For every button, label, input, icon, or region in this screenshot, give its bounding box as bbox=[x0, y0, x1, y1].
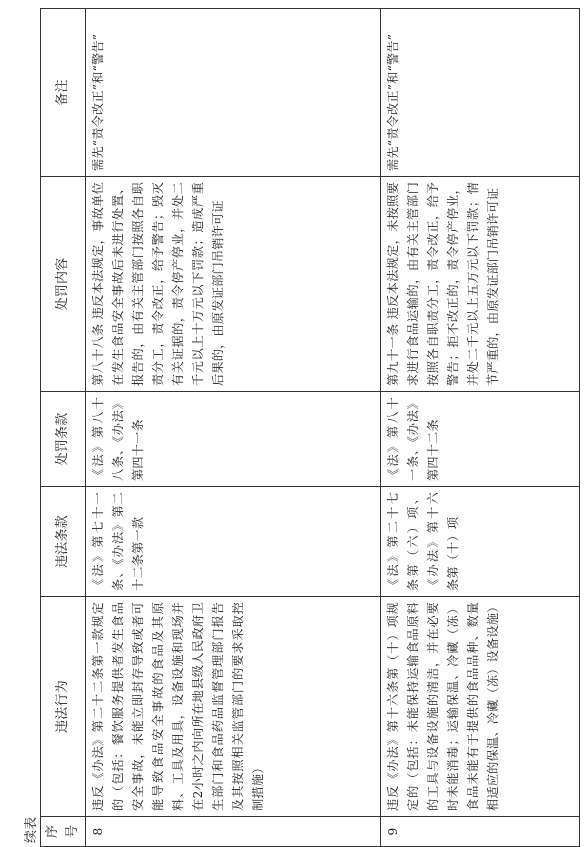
header-law: 违法条款 bbox=[41, 487, 86, 597]
header-note: 备注 bbox=[41, 9, 86, 177]
cell-law: 《法》第二十七条第（六）项、《办法》第十六条第（十）项 bbox=[380, 487, 579, 597]
cell-note: 需先“责令改正”和“警告” bbox=[380, 9, 579, 177]
table-row bbox=[380, 9, 579, 847]
continued-caption: 续表 bbox=[24, 816, 39, 843]
cell-act: 违反《办法》第二十二条第一款规定的（包括：餐饮服务提供者发生食品安全事故，未能立即封存导致或者可能导致食品安全事故的食品及其原料、工具及用具，设备设施和现场并在2小时之内向所在地县级人民政府卫生部门和食品药品监督管理部门报告及其按照相关监管部门的要求采取控制措施） bbox=[86, 597, 381, 817]
cell-penalty: 《法》第八十八条、《办法》第四十一条 bbox=[86, 392, 381, 487]
cell-seq: 8 bbox=[86, 817, 381, 847]
cell-act: 违反《办法》第十六条第（十）项规定的（包括：未能保持运输食品原料的工具与设备设施的清洁，并在必要时未能消毒；运输保温、冷藏（冻）食品未能有于提供的食品品种、数量相适应的保温、冷藏（冻）设备设施） bbox=[380, 597, 579, 817]
header-content: 处罚内容 bbox=[41, 177, 86, 392]
cell-content: 第九十一条 违反本法规定，未按照要求进行食品运输的，由有关主管部门按照各自职责分工，责令改正，给予警告；拒不改正的，责令停产停业，并处二千元以上五万元以下罚款；情节严重的，由原发证部门吊销许可证 bbox=[380, 177, 579, 392]
cell-seq: 9 bbox=[380, 817, 579, 847]
header-penalty: 处罚条款 bbox=[41, 392, 86, 487]
header-seq: 序号 bbox=[41, 817, 86, 847]
penalty-table bbox=[40, 8, 580, 847]
cell-law: 《法》第七十一条、《办法》第二十二条第一款 bbox=[86, 487, 381, 597]
header-act: 违法行为 bbox=[41, 597, 86, 817]
table-header-row bbox=[41, 9, 86, 847]
cell-content: 第八十八条 违反本法规定，事故单位在发生食品安全事故后未进行处置、报告的，由有关主管部门按照各自职责分工，责令改正，给予警告；毁灭有关证据的，责令停产停业，并处二千元以上十万元以下罚款；造成严重后果的，由原发证部门吊销许可证 bbox=[86, 177, 381, 392]
cell-note: 需先“责令改正”和“警告” bbox=[86, 9, 381, 177]
cell-penalty: 《法》第八十一条、《办法》第四十二条 bbox=[380, 392, 579, 487]
table-row bbox=[86, 9, 381, 847]
